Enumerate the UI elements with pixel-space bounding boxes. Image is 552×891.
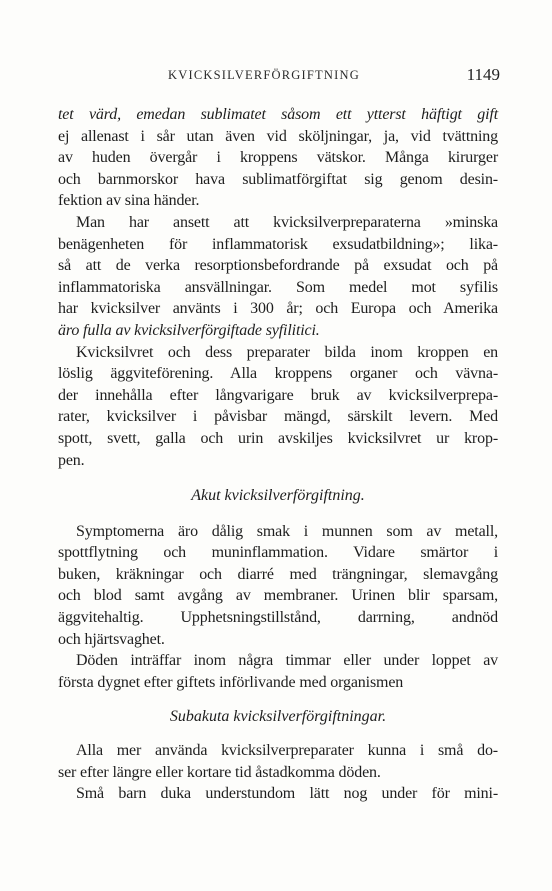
section-heading: Subakuta kvicksilverförgiftningar.	[169, 708, 387, 726]
text-line: och barnmorskor hava sublimatförgiftat sig genom desin-	[58, 170, 498, 188]
section-heading: Akut kvicksilverförgiftning.	[191, 487, 365, 505]
text-line: Döden inträffar inom några timmar eller under loppet av	[76, 652, 498, 670]
text-line: spott, svett, galla och urin avskiljes kvicksilvret ur krop-	[58, 429, 498, 447]
text-line: ej allenast i sår utan även vid sköljningar, ja, vid tvättning	[58, 127, 498, 145]
text-line: inflammatoriska ansvällningar. Som medel mot syfilis	[58, 278, 498, 296]
text-line: tet värd, emedan sublimatet såsom ett ytterst häftigt gift	[58, 106, 498, 123]
text-line: Kvicksilvret och dess preparater bilda inom kroppen en	[76, 343, 498, 361]
text-line: benägenheten för inflammatorisk exsudatbildning»; lika-	[58, 235, 498, 253]
body-text	[58, 104, 498, 805]
text-line: löslig äggviteförening. Alla kroppens organer och vävna-	[58, 365, 498, 383]
text-line: der innehålla efter långvarigare bruk av kvicksilverprepa-	[58, 386, 498, 404]
text-line: äggvitehaltig. Upphetsningstillstånd, darrning, andnöd	[58, 609, 498, 627]
text-line: rater, kvicksilver i påvisbar mängd, särskilt levern. Med	[58, 408, 498, 426]
text-line: Man har ansett att kvicksilverpreparaterna »minska	[76, 213, 498, 231]
text-line: ser efter längre eller kortare tid åstadkomma döden.	[58, 763, 381, 781]
text-line: spottflytning och muninflammation. Vidare smärtor i	[58, 544, 498, 562]
page-header	[58, 65, 500, 90]
page-number: 1149	[466, 65, 500, 84]
text-line: Alla mer använda kvicksilverpreparater kunna i små do-	[76, 742, 498, 760]
text-line: Symptomerna äro dålig smak i munnen som av metall,	[76, 522, 498, 540]
text-line: äro fulla av kvicksilverförgiftade syfilitici.	[58, 321, 320, 339]
text-line: och hjärtsvaghet.	[58, 630, 165, 648]
text-line: pen.	[58, 451, 85, 469]
text-line: buken, kräkningar och diarré med trängningar, slemavgång	[58, 565, 498, 583]
text-line: av huden övergår i kroppens vätskor. Många kirurger	[58, 149, 498, 167]
text-line: har kvicksilver använts i 300 år; och Europa och Amerika	[58, 300, 498, 318]
text-line: och blod samt avgång av membraner. Urinen blir sparsam,	[58, 587, 498, 605]
text-line: så att de verka resorptionsbefordrande på exsudat och på	[58, 257, 498, 275]
text-line: första dygnet efter giftets införlivande med organismen	[58, 673, 404, 691]
text-line: Små barn duka understundom lätt nog under för mini-	[76, 785, 498, 803]
running-head: KVICKSILVERFÖRGIFTNING	[168, 68, 360, 82]
text-line: fektion av sina händer.	[58, 192, 200, 210]
